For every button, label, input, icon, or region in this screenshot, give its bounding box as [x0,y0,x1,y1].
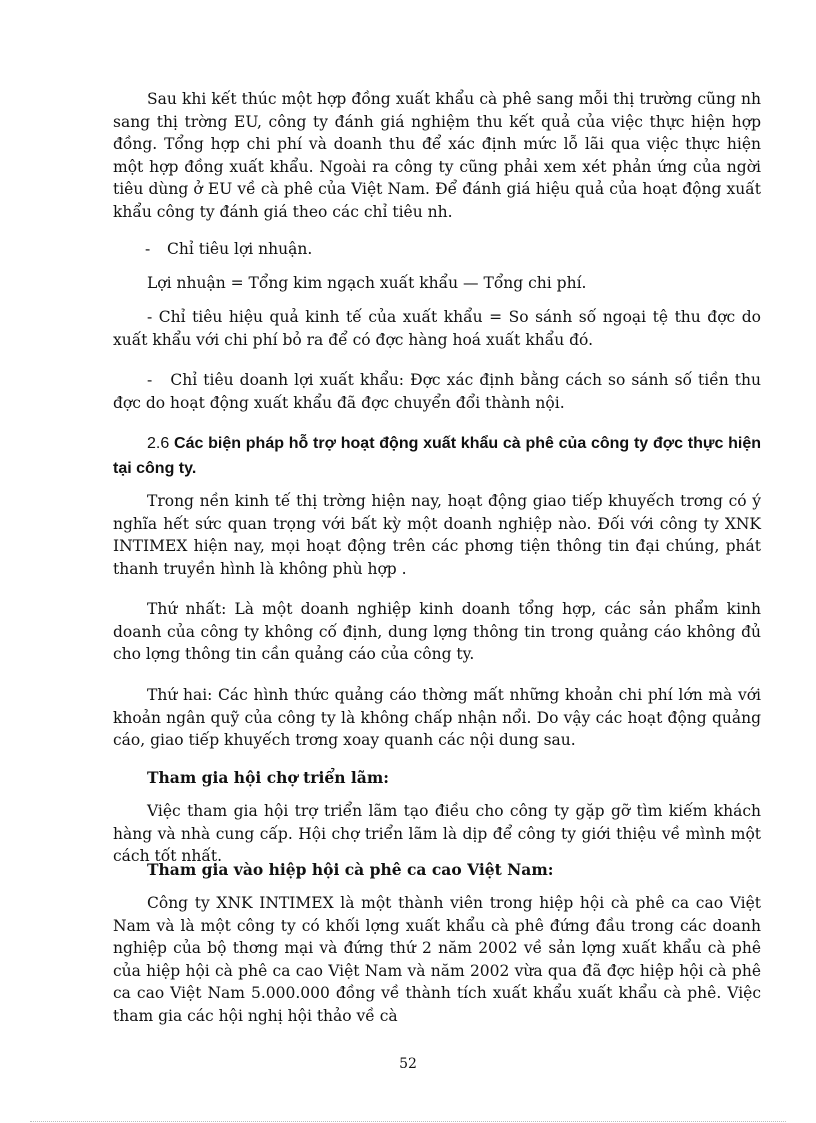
association-heading: Tham gia vào hiệp hội cà phê ca cao Việt Nam: [147,860,554,879]
page-number: 52 [399,1056,417,1072]
intro-paragraph: Sau khi kết thúc một hợp đồng xuất khẩu cà phê sang mỗi thị trường cũng nh sang thị trờng EU, công ty đánh giá nghiệm thu kết quả của việc thực hiện hợp đồng. Tổng hợp chi phí và doanh thu để xác định mức lỗ lãi qua việc thực hiện một hợp đồng xuất khẩu. Ngoài ra công ty cũng phải xem xét phản ứng của ngời tiêu dùng ở EU về cà phê của Việt Nam. Để đánh giá hiệu quả của hoạt động xuất khẩu công ty đánh giá theo các chỉ tiêu nh. [113,90,761,221]
second-reason-paragraph: Thứ hai: Các hình thức quảng cáo thờng mất những khoản chi phí lớn mà với khoản ngân quỹ của công ty là không chấp nhận nổi. Do vậy các hoạt động quảng cáo, giao tiếp khuyếch trơng xoay quanh các nội dung sau. [113,686,761,749]
bullet-marker: - [147,371,153,389]
bullet-profit-indicator: - Chỉ tiêu lợi nhuận. [145,238,761,261]
section-heading [113,431,761,481]
promo-intro-paragraph: Trong nền kinh tế thị trờng hiện nay, hoạt động giao tiếp khuyếch trơng có ý nghĩa hết sức quan trọng với bất kỳ một doanh nghiệp nào. Đối với công ty XNK INTIMEX hiện nay, mọi hoạt động trên các phơng tiện thông tin đại chúng, phát thanh truyền hình là không phù hợp . [113,492,761,578]
footer-divider [30,1121,786,1122]
bullet-marker: - [145,240,151,258]
efficiency-paragraph: - Chỉ tiêu hiệu quả kinh tế của xuất khẩu = So sánh số ngoại tệ thu đợc do xuất khẩu với chi phí bỏ ra để có đợc hàng hoá xuất khẩu đó. [113,308,761,349]
first-reason-paragraph: Thứ nhất: Là một doanh nghiệp kinh doanh tổng hợp, các sản phẩm kinh doanh của công ty không cố định, dung lợng thông tin trong quảng cáo không đủ cho lợng thông tin cần quảng cáo của công ty. [113,600,761,663]
association-paragraph: Công ty XNK INTIMEX là một thành viên trong hiệp hội cà phê ca cao Việt Nam và là một công ty có khối lợng xuất khẩu cà phê đứng đầu trong các doanh nghiệp của bộ thơng mại và đứng thứ 2 năm 2002 về sản lợng xuất khẩu cà phê của hiệp hội cà phê ca cao Việt Nam và năm 2002 vừa qua đã đợc hiệp hội cà phê ca cao Việt Nam 5.000.000 đồng về thành tích xuất khẩu xuất khẩu cà phê. Việc tham gia các hội nghị hội thảo về cà [113,894,761,1025]
section-title: Các biện pháp hỗ trợ hoạt động xuất khẩu cà phê của công ty đợc thực hiện tại công ty. [113,435,761,477]
fair-heading: Tham gia hội chợ triển lãm: [147,768,389,787]
profit-formula: Lợi nhuận = Tổng kim ngạch xuất khẩu — Tổng chi phí. [147,274,587,292]
fair-paragraph: Việc tham gia hội trợ triển lãm tạo điều cho công ty gặp gỡ tìm kiếm khách hàng và nhà cung cấp. Hội chợ triển lãm là dịp để công ty giới thiệu về mình một cách tốt nhất. [113,802,761,865]
section-number: 2.6 [147,435,170,452]
bullet-revenue-indicator: - Chỉ tiêu doanh lợi xuất khẩu: Đợc xác định bằng cách so sánh số tiền thu đợc do hoạt động xuất khẩu đã đợc chuyển đổi thành nội. [113,371,762,412]
